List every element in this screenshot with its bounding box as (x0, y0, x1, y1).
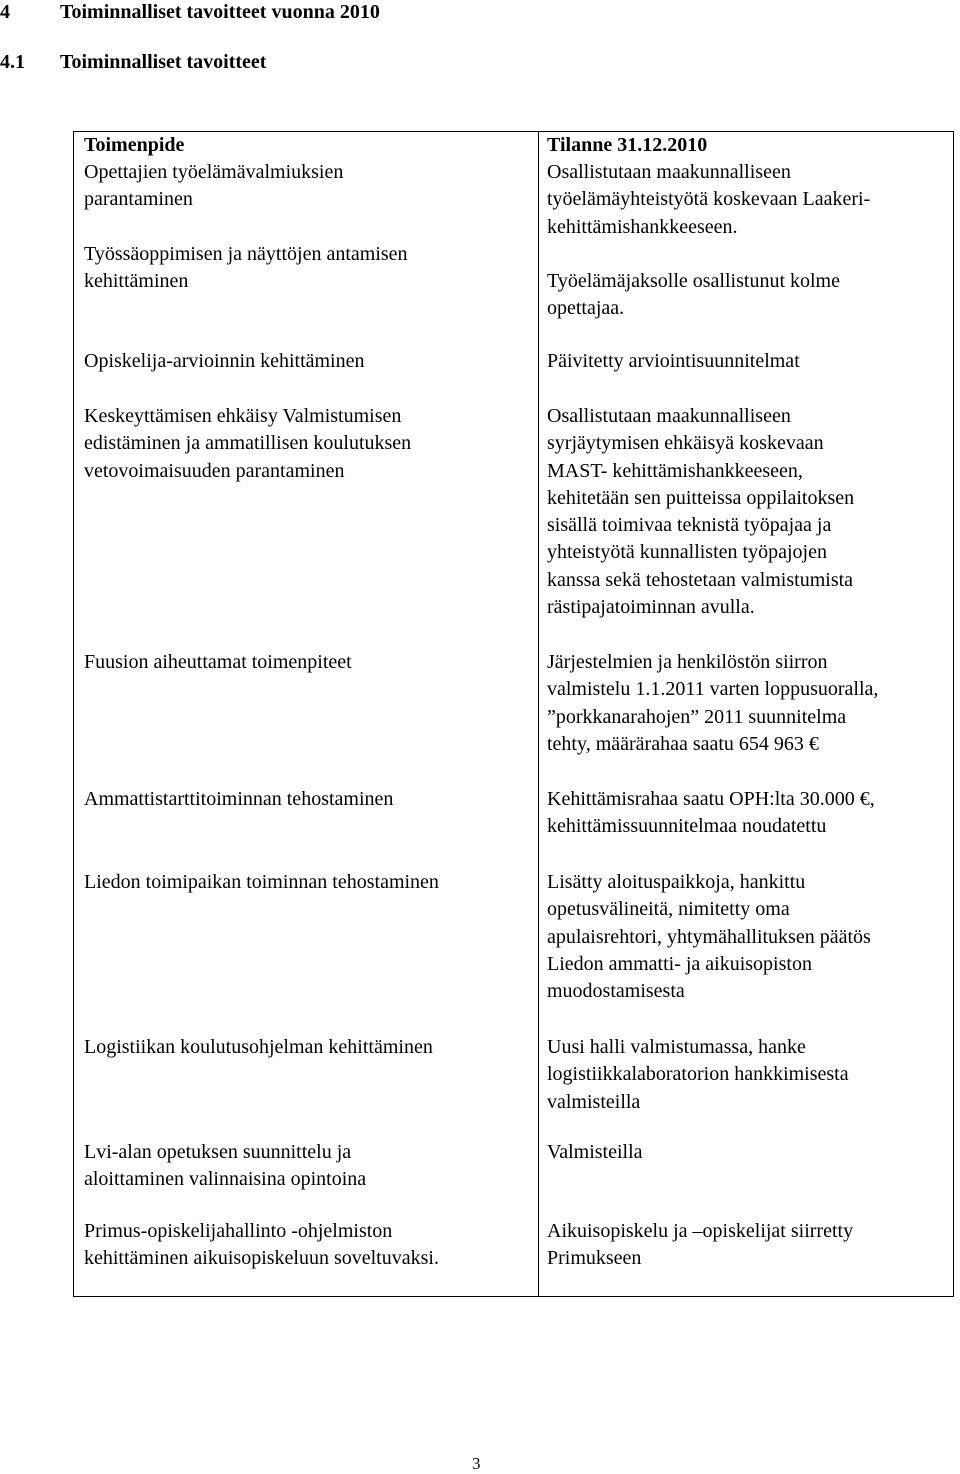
section-number: 4 (0, 1, 10, 23)
row-action: Primus-opiskelijahallinto -ohjelmiston kehittäminen aikuisopiskeluun soveltuvaksi. (84, 1220, 439, 1270)
section-title: Toiminnalliset tavoitteet vuonna 2010 (60, 1, 380, 23)
subsection-title: Toiminnalliset tavoitteet (60, 51, 267, 73)
row-action: Opiskelija-arvioinnin kehittäminen (84, 350, 365, 372)
subsection-number: 4.1 (0, 51, 25, 73)
row-status: Osallistutaan maakunnalliseen työelämäyhteistyötä koskevaan Laakeri- kehittämishankkeeseen. Työelämäjaksolle osallistunut kolme opettajaa. (547, 161, 871, 320)
goals-table (73, 131, 954, 1297)
row-status: Järjestelmien ja henkilöstön siirron valmistelu 1.1.2011 varten loppusuoralla, ”porkkanarahojen” 2011 suunnitelma tehty, määrärahaa saatu 654 963 € (547, 651, 879, 755)
row-action: Opettajien työelämävalmiuksien parantaminen Työssäoppimisen ja näyttöjen antamisen kehittäminen (84, 161, 408, 293)
row-action: Liedon toimipaikan toiminnan tehostaminen (84, 871, 439, 893)
header-status: Tilanne 31.12.2010 (547, 134, 708, 156)
row-action: Fuusion aiheuttamat toimenpiteet (84, 651, 352, 673)
row-status: Osallistutaan maakunnalliseen syrjäytymisen ehkäisyä koskevaan MAST- kehittämishankkeeseen, kehitetään sen puitteissa oppilaitoksen sisällä toimivaa teknistä työpajaa ja yhteistyötä kunnallisten työpajojen kanssa sekä tehostetaan valmistumista rästipajatoiminnan avulla. (547, 405, 855, 619)
row-status: Lisätty aloituspaikkoja, hankittu opetusvälineitä, nimitetty oma apulaisrehtori, yhtymähallituksen päätös Liedon ammatti- ja aikuisopiston muodostamisesta (547, 871, 871, 1003)
row-action: Lvi-alan opetuksen suunnittelu ja aloittaminen valinnaisina opintoina (84, 1141, 367, 1191)
row-action: Keskeyttämisen ehkäisy Valmistumisen edistäminen ja ammatillisen koulutuksen vetovoimaisuuden parantaminen (84, 405, 412, 482)
row-action: Ammattistarttitoiminnan tehostaminen (84, 788, 394, 810)
row-status: Valmisteilla (547, 1141, 643, 1163)
column-divider (538, 132, 539, 1296)
header-action: Toimenpide (84, 134, 185, 156)
row-action: Logistiikan koulutusohjelman kehittäminen (84, 1036, 433, 1058)
subsection-heading (0, 50, 266, 74)
row-status: Kehittämisrahaa saatu OPH:lta 30.000 €, kehittämissuunnitelmaa noudatettu (547, 788, 875, 838)
row-status: Päivitetty arviointisuunnitelmat (547, 350, 800, 372)
section-heading (0, 0, 380, 24)
row-status: Aikuisopiskelu ja –opiskelijat siirretty Primukseen (547, 1220, 854, 1270)
page-number: 3 (472, 1454, 481, 1473)
row-status: Uusi halli valmistumassa, hanke logistiikkalaboratorion hankkimisesta valmisteilla (547, 1036, 849, 1113)
